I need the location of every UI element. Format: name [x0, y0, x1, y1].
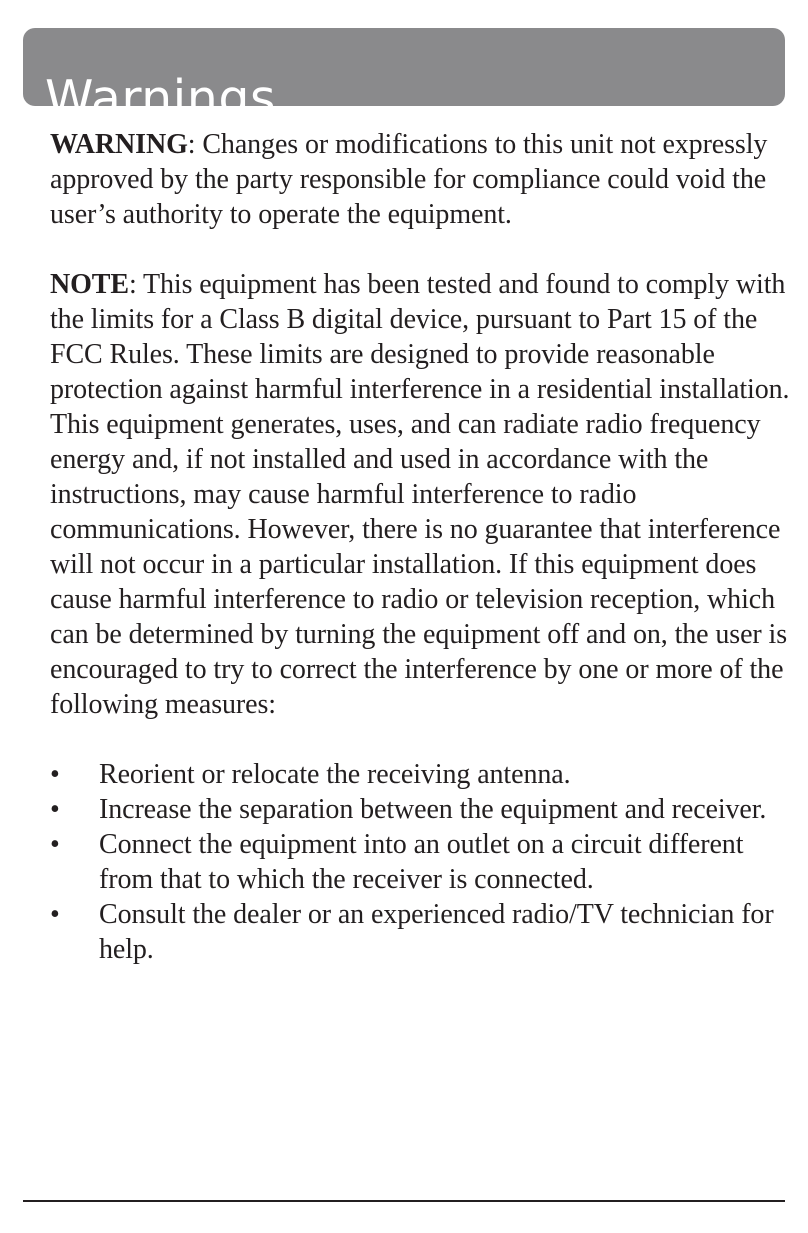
bullet-icon: • [50, 899, 60, 930]
warning-paragraph [50, 127, 790, 232]
list-item [50, 897, 790, 967]
warning-label: WARNING [50, 129, 188, 160]
bullet-icon: • [50, 759, 60, 790]
bullet-icon: • [50, 829, 60, 860]
page-title: Warnings [45, 69, 276, 127]
note-paragraph [50, 267, 790, 722]
bullet-icon: • [50, 794, 60, 825]
document-body [50, 127, 790, 967]
warning-text: : Changes or modifications to this unit not expressly approved by the party responsible for compliance could void the user’s authority to operate the equipment. [50, 129, 768, 230]
list-item [50, 792, 790, 827]
note-label: NOTE [50, 269, 129, 300]
list-item [50, 757, 790, 792]
list-item [50, 827, 790, 897]
list-item-text: Increase the separation between the equipment and receiver. [99, 794, 767, 825]
section-header-bar [23, 28, 785, 127]
note-text: : This equipment has been tested and found to comply with the limits for a Class B digital device, pursuant to Part 15 of the FCC Rules. These limits are designed to provide reasonable protection against harmful interference in a residential installation. This equipment generates, uses, and can radiate radio frequency energy and, if not installed and used in accordance with the instructions, may cause harmful interference to radio communications. However, there is no guarantee that interference will not occur in a particular installation. If this equipment does cause harmful interference to radio or television reception, which can be determined by turning the equipment off and on, the user is encouraged to try to correct the interference by one or more of the following measures: [50, 269, 790, 720]
list-item-text: Consult the dealer or an experienced radio/TV technician for help. [99, 899, 774, 965]
list-item-text: Reorient or relocate the receiving antenna. [99, 759, 571, 790]
footer-divider [23, 1200, 785, 1202]
list-item-text: Connect the equipment into an outlet on a circuit different from that to which the receiver is connected. [99, 829, 744, 895]
measures-list [50, 757, 790, 967]
